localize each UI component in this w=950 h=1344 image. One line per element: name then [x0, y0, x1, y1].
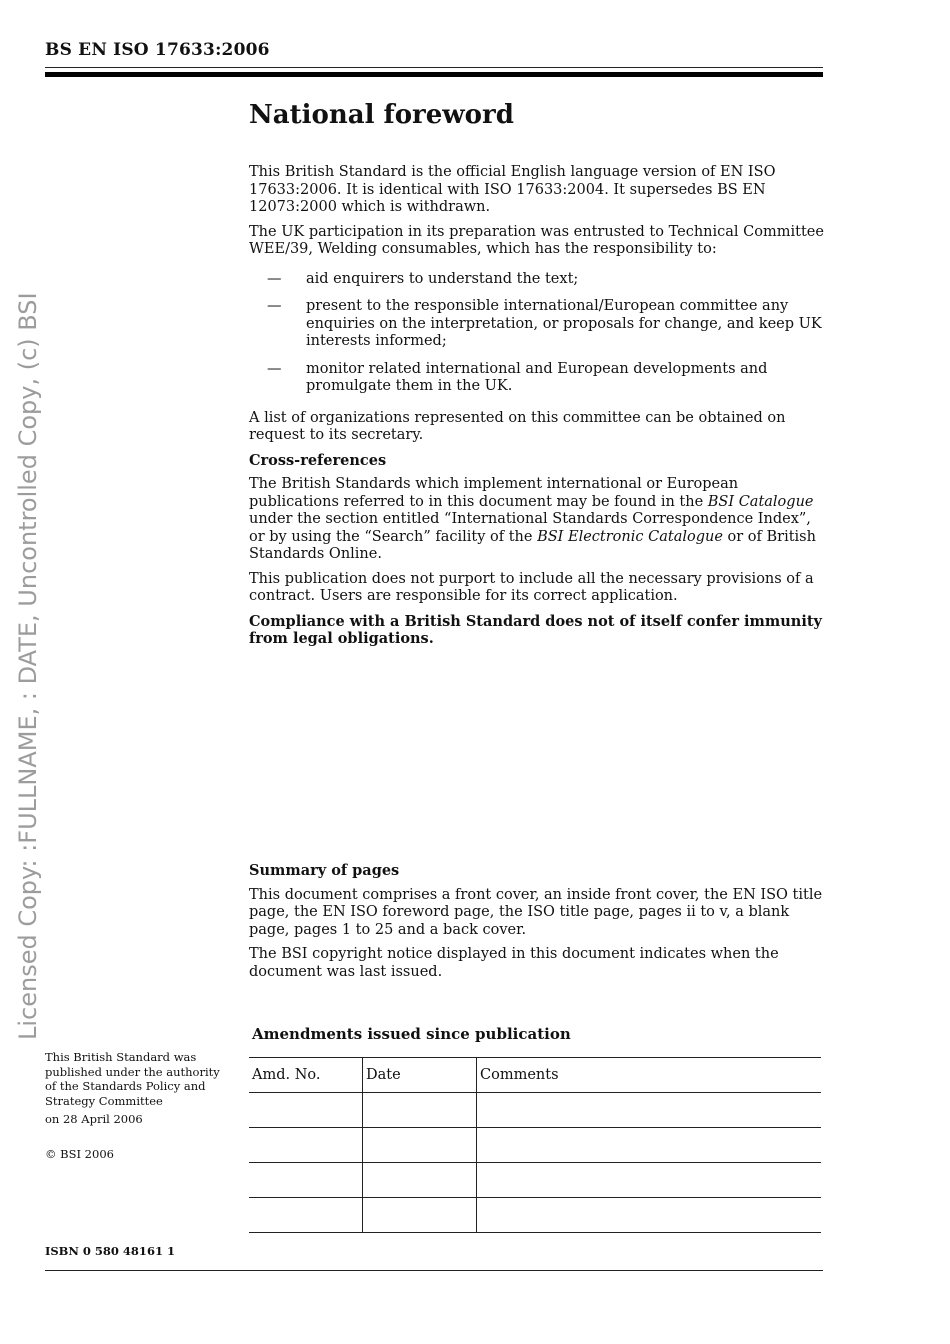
header-thick-rule: [45, 72, 823, 77]
footer-rule: [45, 1270, 823, 1271]
licence-watermark: Licensed Copy: :FULLNAME, : DATE, Uncontrolled Copy, (c) BSI: [14, 292, 42, 1040]
responsibility-list: [249, 271, 824, 396]
dash-marker: —: [267, 298, 282, 314]
foreword-body: [249, 164, 824, 655]
table-cell: [249, 1198, 363, 1233]
dash-marker: —: [267, 270, 282, 287]
table-cell: [477, 1093, 822, 1128]
dash-marker: —: [267, 360, 282, 377]
committee-paragraph: The UK participation in its preparation was entrusted to Technical Committee WEE/39, Welding consumables, which has the responsibility to:: [249, 223, 824, 257]
amendments-table: [249, 1057, 821, 1233]
copyright-notice-paragraph: The BSI copyright notice displayed in this document indicates when the document was last issued.: [249, 946, 779, 980]
table-cell: [363, 1163, 477, 1198]
text-run: The British Standards which implement international or European publications referred to in this document may be found in the: [249, 476, 739, 510]
table-cell: [363, 1128, 477, 1163]
isbn-number: ISBN 0 580 48161 1: [45, 1244, 175, 1258]
catalogue-title: BSI Catalogue: [707, 493, 814, 510]
table-cell: [477, 1128, 822, 1163]
intro-paragraph: This British Standard is the official English language version of EN ISO 17633:2006. It is identical with ISO 17633:2004. It supersedes BS EN 12073:2000 which is withdrawn.: [249, 164, 776, 215]
page-title: National foreword: [249, 100, 514, 130]
publication-date: on 28 April 2006: [45, 1112, 143, 1126]
table-cell: [477, 1198, 822, 1233]
cross-references-paragraph: [249, 476, 824, 564]
text-run: under the section entitled “International Standards Correspondence Index”, or by using the “Search” facility of the: [249, 511, 811, 545]
text-run: or of British Standards Online.: [249, 528, 816, 562]
table-row: [249, 1128, 821, 1163]
copyright-line: © BSI 2006: [45, 1146, 114, 1161]
electronic-catalogue-title: BSI Electronic Catalogue: [537, 528, 723, 545]
authority-statement: This British Standard was published under the authority of the Standards Policy and Strategy Committee: [45, 1050, 220, 1108]
table-header-row: [249, 1058, 821, 1093]
table-cell: [363, 1093, 477, 1128]
column-header: Date: [363, 1058, 477, 1093]
table-row: [249, 1198, 821, 1233]
column-header: Comments: [477, 1058, 822, 1093]
list-item: [249, 298, 824, 351]
table-cell: [249, 1128, 363, 1163]
summary-section: [249, 862, 824, 988]
list-item: [249, 271, 824, 289]
summary-heading: Summary of pages: [249, 862, 400, 879]
publication-sidenote: [45, 1050, 230, 1165]
list-item-text: aid enquirers to understand the text;: [306, 270, 579, 287]
compliance-statement: Compliance with a British Standard does not of itself confer immunity from legal obligations.: [249, 612, 822, 647]
document-code: BS EN ISO 17633:2006: [45, 40, 270, 60]
list-item: [249, 361, 824, 396]
amendments-title: Amendments issued since publication: [252, 1025, 571, 1043]
column-header: Amd. No.: [249, 1058, 363, 1093]
table-cell: [477, 1163, 822, 1198]
provisions-paragraph: This publication does not purport to include all the necessary provisions of a contract. Users are responsible for its correct application.: [249, 570, 814, 604]
committee-list-paragraph: A list of organizations represented on this committee can be obtained on request to its secretary.: [249, 409, 786, 443]
table-row: [249, 1093, 821, 1128]
header-thin-rule: [45, 67, 823, 68]
table-row: [249, 1163, 821, 1198]
table-cell: [249, 1093, 363, 1128]
cross-references-heading: Cross-references: [249, 451, 387, 469]
summary-paragraph: This document comprises a front cover, an inside front cover, the EN ISO title page, the EN ISO foreword page, the ISO title page, pages ii to v, a blank page, pages 1 to 25 and a back cover.: [249, 886, 823, 938]
list-item-text: present to the responsible international/European committee any enquiries on the interpretation, or proposals for change, and keep UK interests informed;: [306, 298, 822, 349]
list-item-text: monitor related international and European developments and promulgate them in the UK.: [306, 360, 768, 394]
table-cell: [363, 1198, 477, 1233]
table-cell: [249, 1163, 363, 1198]
